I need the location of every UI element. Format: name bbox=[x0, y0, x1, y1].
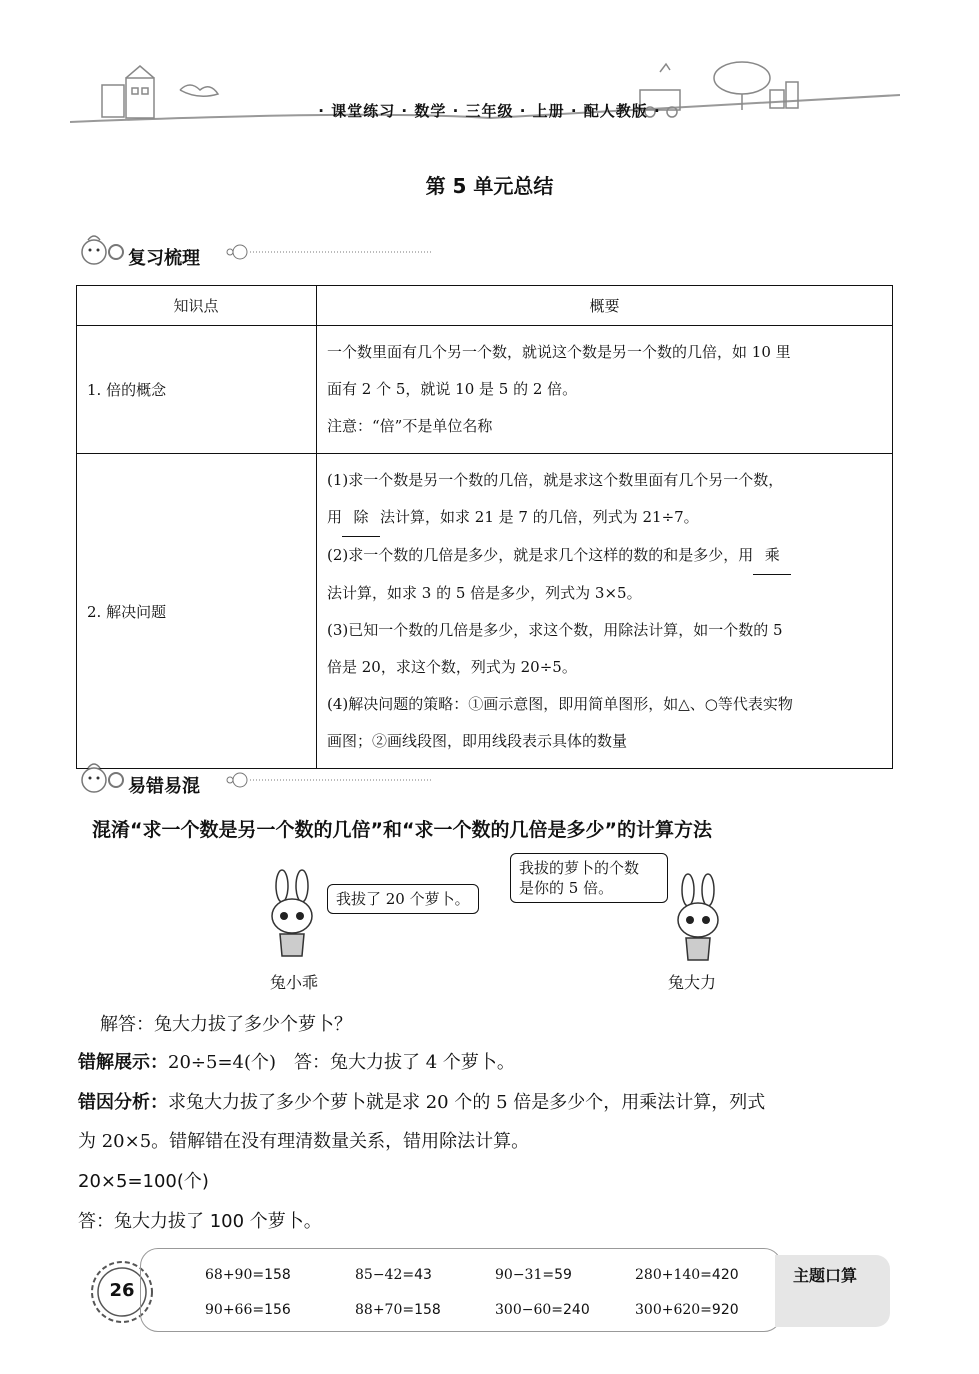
calc-item: 85−42=43 bbox=[355, 1267, 432, 1283]
correct-formula: 20×5=100(个) bbox=[78, 1171, 209, 1192]
summary-line: 一个数里面有几个另一个数，就说这个数是另一个数的几倍，如 10 里 bbox=[327, 343, 791, 361]
calc-item: 300+620=920 bbox=[635, 1302, 739, 1318]
fill-blank: 乘 bbox=[753, 537, 791, 575]
section-header-mistakes bbox=[78, 762, 438, 802]
character-name-left: 兔小乖 bbox=[270, 973, 319, 992]
calc-item: 280+140=420 bbox=[635, 1267, 739, 1283]
summary-line: 法计算，如求 3 的 5 倍是多少，列式为 3×5。 bbox=[327, 584, 642, 602]
page-number: 26 bbox=[109, 1280, 135, 1301]
rabbit-left-icon bbox=[262, 868, 322, 968]
row-topic: 2. 解决问题 bbox=[77, 454, 317, 769]
table-row bbox=[77, 454, 893, 769]
summary-line: (4)解决问题的策略：①画示意图，即用简单图形，如△、○等代表实物 bbox=[327, 695, 793, 713]
table-row bbox=[77, 326, 893, 454]
calc-item: 88+70=158 bbox=[355, 1302, 441, 1318]
speech-bubble-left: 我拔了 20 个萝卜。 bbox=[327, 884, 479, 914]
summary-line: 注意：“倍”不是单位名称 bbox=[327, 417, 493, 435]
calc-item: 90−31=59 bbox=[495, 1267, 572, 1283]
calc-item: 300−60=240 bbox=[495, 1302, 590, 1318]
table-header-row bbox=[77, 286, 893, 326]
error-analysis: 错因分析：求兔大力拔了多少个萝卜就是求 20 个的 5 倍是多少个，用乘法计算，列式 bbox=[78, 1092, 766, 1113]
error-analysis-cont: 为 20×5。错解错在没有理清数量关系，错用除法计算。 bbox=[78, 1131, 530, 1152]
row-summary bbox=[317, 454, 893, 769]
character-name-right: 兔大力 bbox=[668, 973, 717, 992]
row-summary bbox=[317, 326, 893, 454]
header-title: · 课堂练习 · 数学 · 三年级 · 上册 · 配人教版 · bbox=[318, 102, 661, 120]
summary-line: (3)已知一个数的几倍是多少，求这个数，用除法计算，如一个数的 5 bbox=[327, 621, 783, 639]
question-text: 解答：兔大力拔了多少个萝卜？ bbox=[100, 1014, 352, 1035]
fill-blank: 除 bbox=[342, 499, 380, 537]
calc-item: 90+66=156 bbox=[205, 1302, 291, 1318]
topic-label-box bbox=[775, 1255, 890, 1327]
correct-answer: 答：兔大力拔了 100 个萝卜。 bbox=[78, 1211, 322, 1232]
summary-line: 倍是 20，求这个数，列式为 20÷5。 bbox=[327, 658, 577, 676]
summary-table bbox=[76, 285, 893, 769]
mistake-heading: 混淆“求一个数是另一个数的几倍”和“求一个数的几倍是多少”的计算方法 bbox=[92, 819, 712, 841]
rabbit-right-icon bbox=[668, 872, 728, 972]
summary-line: 用 除 法计算，如求 21 是 7 的几倍，列式为 21÷7。 bbox=[327, 499, 884, 537]
page-title: 第 5 单元总结 bbox=[425, 174, 554, 198]
section-header-review bbox=[78, 234, 438, 274]
wrong-solution: 错解展示：20÷5=4(个) 答：兔大力拔了 4 个萝卜。 bbox=[78, 1052, 515, 1073]
section-label: 易错易混 bbox=[128, 776, 200, 797]
speech-bubble-right: 我拔的萝卜的个数 是你的 5 倍。 bbox=[510, 853, 668, 903]
header-topic: 知识点 bbox=[77, 286, 317, 326]
calc-item: 68+90=158 bbox=[205, 1267, 291, 1283]
summary-line: (1)求一个数是另一个数的几倍，就是求这个数里面有几个另一个数， bbox=[327, 471, 784, 489]
summary-line: 面有 2 个 5，就说 10 是 5 的 2 倍。 bbox=[327, 380, 578, 398]
mental-math-panel bbox=[140, 1248, 782, 1332]
summary-line: 画图；②画线段图，即用线段表示具体的数量 bbox=[327, 732, 628, 750]
topic-label: 主题口算 bbox=[793, 1266, 858, 1285]
summary-line: (2)求一个数的几倍是多少，就是求几个这样的数的和是多少，用 乘 bbox=[327, 537, 884, 575]
section-label: 复习梳理 bbox=[128, 248, 200, 269]
header-summary: 概要 bbox=[317, 286, 893, 326]
row-topic: 1. 倍的概念 bbox=[77, 326, 317, 454]
